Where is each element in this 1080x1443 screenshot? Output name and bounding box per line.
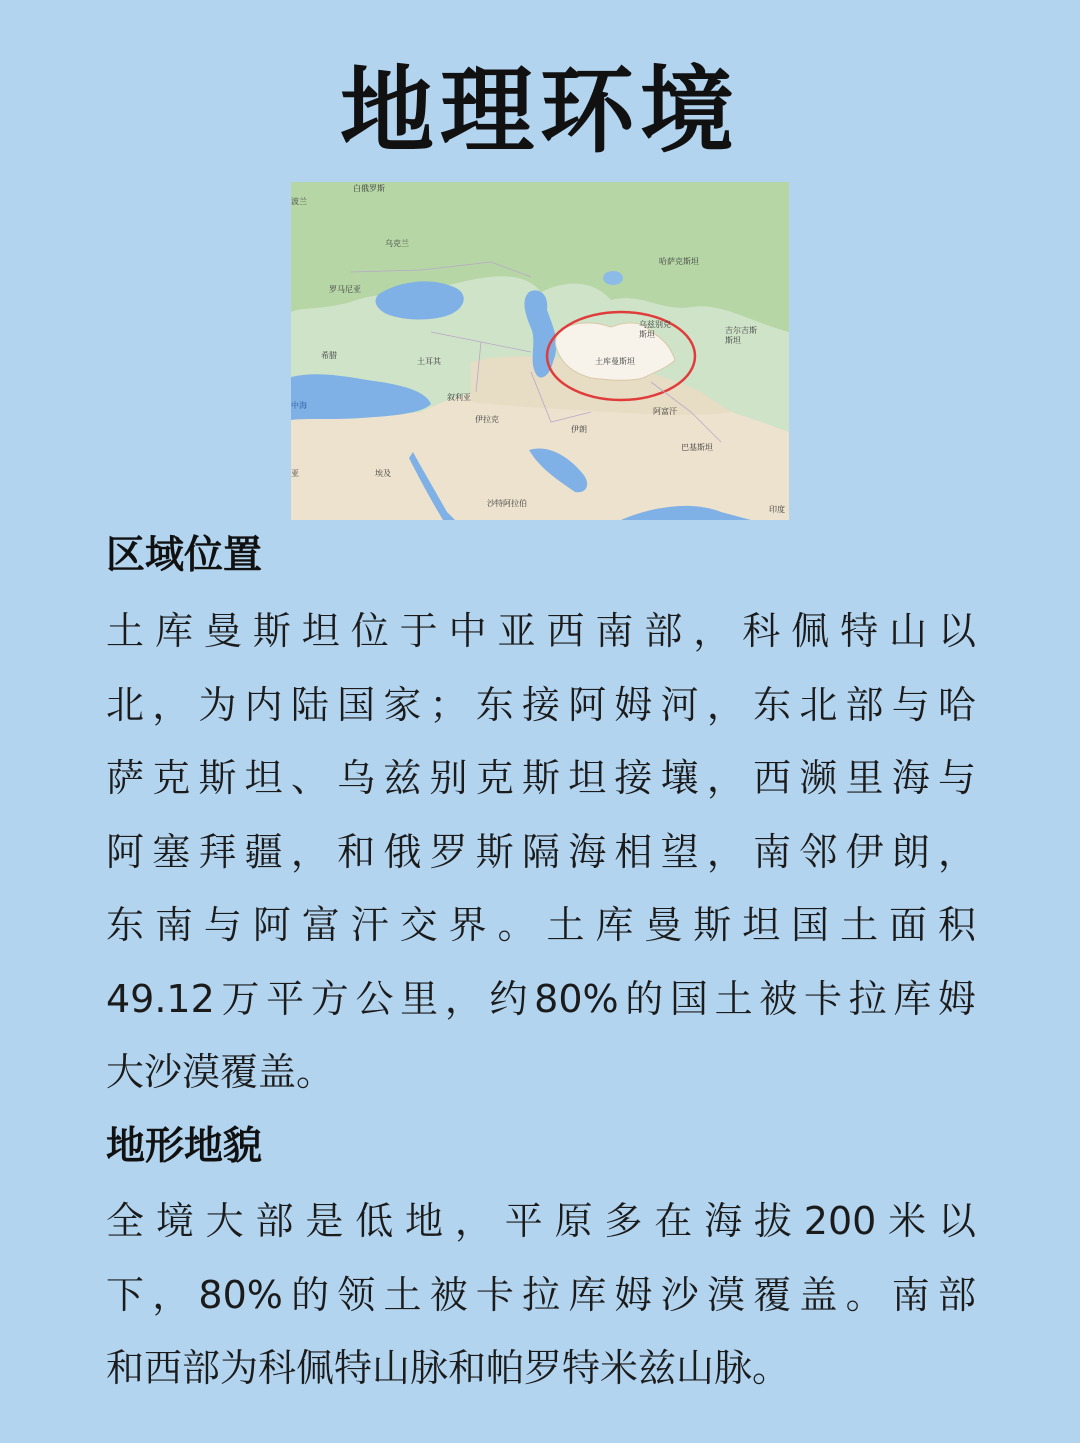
- map-graphic: [291, 182, 789, 520]
- map-label-uzbekistan: 乌兹别克斯坦: [639, 320, 671, 339]
- page-title: 地理环境: [339, 57, 740, 166]
- text-line: 东南与阿富汗交界。土库曼斯坦国土面积: [106, 903, 976, 947]
- text-line: 和西部为科佩特山脉和帕罗特米兹山脉。: [106, 1346, 791, 1390]
- map-label-poland: 波兰: [291, 197, 307, 206]
- map-label-kazakhstan: 哈萨克斯坦: [659, 257, 699, 266]
- map-label-iraq: 伊拉克: [475, 415, 499, 424]
- text-line: 萨克斯坦、乌兹别克斯坦接壤，西濒里海与: [106, 756, 976, 800]
- map-label-india: 印度: [769, 505, 785, 514]
- map-label-egypt: 埃及: [375, 469, 391, 478]
- section-body-terrain: [106, 1185, 976, 1406]
- map-label-sea: 中海: [291, 401, 307, 410]
- map-label-saudi: 沙特阿拉伯: [487, 499, 527, 508]
- map-label-turkey: 土耳其: [417, 357, 441, 366]
- map-label-afghanistan: 阿富汗: [653, 407, 677, 416]
- map-label-libya: 亚: [291, 469, 299, 478]
- text-line: 下，80%的领土被卡拉库姆沙漠覆盖。南部: [106, 1272, 976, 1317]
- map-label-romania: 罗马尼亚: [329, 285, 361, 294]
- map-label-kyrgyzstan: 吉尔吉斯斯坦: [725, 326, 757, 345]
- map-label-iran: 伊朗: [571, 425, 587, 434]
- text-line: 全境大部是低地，平原多在海拔200米以: [106, 1199, 976, 1243]
- text-line: 阿塞拜疆，和俄罗斯隔海相望，南邻伊朗，: [106, 829, 976, 874]
- map-label-greece: 希腊: [321, 351, 337, 360]
- map-label-syria: 叙利亚: [447, 393, 471, 402]
- text-line: 北，为内陆国家；东接阿姆河，东北部与哈: [106, 682, 976, 727]
- map-label-ukraine: 乌克兰: [385, 239, 409, 248]
- section-heading-terrain: 地形地貌: [106, 1124, 263, 1169]
- map-label-pakistan: 巴基斯坦: [681, 443, 713, 452]
- text-line: 土库曼斯坦位于中亚西南部，科佩特山以: [106, 609, 976, 653]
- region-map: [291, 182, 789, 520]
- text-line: 大沙漠覆盖。: [106, 1050, 335, 1094]
- map-label-belarus: 白俄罗斯: [353, 184, 385, 193]
- text-line: 49.12万平方公里，约80%的国土被卡拉库姆: [106, 976, 976, 1021]
- map-label-turkmenistan: 土库曼斯坦: [595, 357, 635, 366]
- section-body-location: [106, 595, 976, 1110]
- section-heading-location: 区域位置: [106, 533, 263, 578]
